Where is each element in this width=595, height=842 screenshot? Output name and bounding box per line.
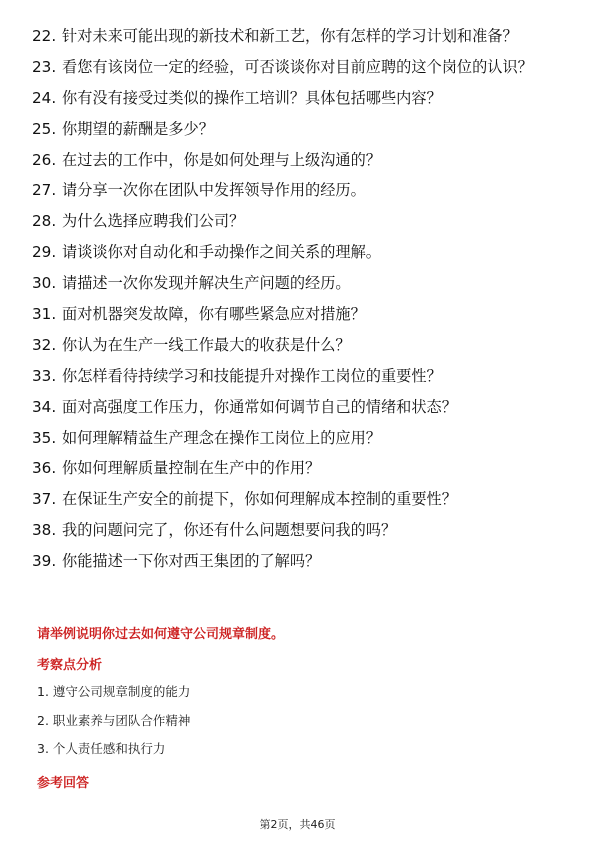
question-number: 26. [32, 150, 57, 169]
question-number: 32. [32, 335, 57, 354]
question-text: 为什么选择应聘我们公司？ [62, 212, 245, 231]
question-text: 请分享一次你在团队中发挥领导作用的经历。 [62, 181, 366, 200]
question-number: 35. [32, 428, 57, 447]
question-item [32, 26, 562, 46]
question-item [32, 88, 562, 108]
question-number: 39. [32, 552, 57, 571]
question-number: 31. [32, 305, 57, 324]
question-number: 33. [32, 366, 57, 385]
question-item [32, 551, 562, 571]
question-number: 30. [32, 274, 57, 293]
question-item [32, 335, 562, 355]
section-question-title: 请举例说明你过去如何遵守公司规章制度。 [37, 627, 285, 642]
question-text: 你期望的薪酬是多少？ [62, 119, 214, 138]
page-number: 第2页，共46页 [259, 818, 336, 831]
question-item [32, 304, 562, 324]
question-number: 38. [32, 521, 57, 540]
question-list [32, 26, 562, 582]
question-item [32, 150, 562, 170]
question-number: 24. [32, 88, 57, 107]
question-number: 25. [32, 119, 57, 138]
question-number: 27. [32, 181, 57, 200]
question-number: 22. [32, 27, 57, 45]
question-number: 28. [32, 212, 57, 231]
question-number: 23. [32, 57, 57, 76]
question-item [32, 119, 562, 139]
question-text: 请谈谈你对自动化和手动操作之间关系的理解。 [62, 243, 381, 262]
question-text: 请描述一次你发现并解决生产问题的经历。 [62, 274, 351, 293]
question-text: 你能描述一下你对西王集团的了解吗？ [62, 552, 321, 571]
question-item [32, 57, 562, 77]
question-item [32, 180, 562, 200]
question-number: 37. [32, 490, 57, 509]
analysis-point: 1. 遵守公司规章制度的能力 [37, 684, 191, 699]
question-item [32, 211, 562, 231]
question-text: 面对高强度工作压力，你通常如何调节自己的情绪和状态？ [62, 397, 457, 416]
question-text: 我的问题问完了，你还有什么问题想要问我的吗？ [62, 521, 397, 540]
question-text: 如何理解精益生产理念在操作工岗位上的应用？ [62, 428, 381, 447]
question-item [32, 458, 562, 478]
question-item [32, 366, 562, 386]
question-number: 36. [32, 459, 57, 478]
analysis-heading: 考察点分析 [37, 658, 103, 673]
reference-answer-heading: 参考回答 [37, 776, 90, 791]
question-text: 你认为在生产一线工作最大的收获是什么？ [62, 335, 351, 354]
question-text: 在过去的工作中，你是如何处理与上级沟通的？ [62, 150, 381, 169]
question-text: 看您有该岗位一定的经验，可否谈谈你对目前应聘的这个岗位的认识？ [62, 57, 533, 76]
question-text: 在保证生产安全的前提下，你如何理解成本控制的重要性？ [62, 490, 457, 509]
analysis-point: 2. 职业素养与团队合作精神 [37, 712, 191, 728]
question-item [32, 242, 562, 262]
question-item [32, 397, 562, 417]
question-number: 34. [32, 397, 57, 416]
question-text: 你怎样看待持续学习和技能提升对操作工岗位的重要性？ [62, 366, 442, 385]
question-item [32, 489, 562, 509]
question-text: 针对未来可能出现的新技术和新工艺，你有怎样的学习计划和准备？ [62, 27, 518, 45]
question-number: 29. [32, 243, 57, 262]
question-text: 面对机器突发故障，你有哪些紧急应对措施？ [62, 305, 366, 324]
question-item [32, 273, 562, 293]
question-item [32, 520, 562, 540]
question-text: 你有没有接受过类似的操作工培训？具体包括哪些内容？ [62, 88, 442, 107]
analysis-point: 3. 个人责任感和执行力 [37, 741, 166, 756]
analysis-points-list [37, 684, 190, 770]
question-text: 你如何理解质量控制在生产中的作用？ [62, 459, 321, 478]
question-item [32, 428, 562, 448]
